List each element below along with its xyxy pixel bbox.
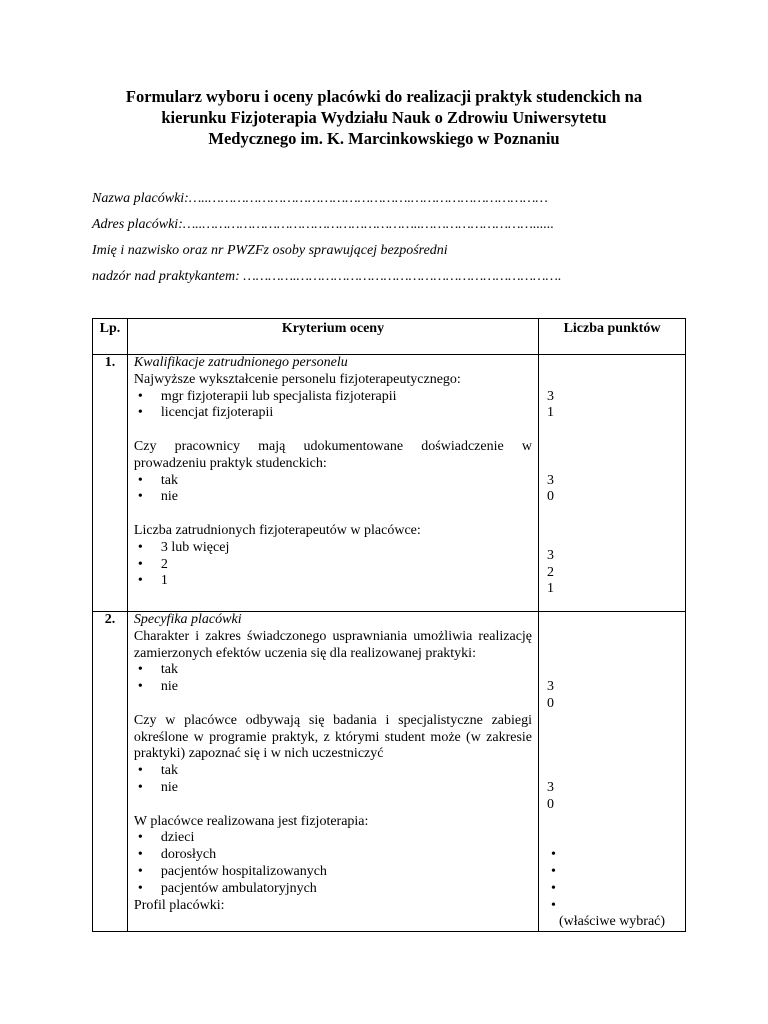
list-item: • 1 (134, 573, 532, 590)
points-value: 0 (547, 796, 555, 812)
criteria-table (92, 318, 686, 932)
points-value: 1 (547, 405, 555, 421)
option-list (134, 830, 532, 897)
form-title-line-1: Formularz wyboru i oceny placówki do realizacji praktyk studenckich na (125, 87, 643, 106)
criterion-cell (127, 612, 538, 932)
list-item: • dorosłych (134, 847, 532, 864)
list-item: • 3 lub więcej (134, 540, 532, 557)
criterion-cell (127, 355, 538, 612)
list-item: • tak (134, 763, 532, 780)
option-list (134, 540, 532, 590)
points-value: 1 (547, 581, 555, 597)
checkbox-bullet[interactable]: • (551, 897, 556, 913)
table-row (93, 612, 686, 932)
criterion-heading: Kwalifikacje zatrudnionego personelu (133, 355, 348, 370)
list-item: • nie (134, 489, 532, 506)
row-number: 1. (93, 355, 128, 612)
list-item: • tak (134, 473, 532, 490)
points-cell (539, 355, 686, 612)
form-title-line-3: Medycznego im. K. Marcinkowskiego w Poznaniu (208, 129, 560, 148)
points-value: 0 (547, 489, 555, 505)
facility-name-field[interactable]: Nazwa placówki:…..………………………………………….…………………………… (92, 191, 548, 206)
checkbox-bullet[interactable]: • (551, 880, 556, 896)
form-title-line-2: kierunku Fizjoterapia Wydziału Nauk o Zdrowiu Uniwersytetu (161, 108, 607, 127)
row-number: 2. (93, 612, 128, 932)
option-list (134, 763, 532, 797)
option-list (134, 389, 532, 423)
question-text: Czy w placówce odbywają się badania i specjalistyczne zabiegi określone w programie praktyk, z którymi student może (w zakresie praktyki) zapoznać się i w nich uczestniczyć (133, 712, 533, 762)
header-points: Liczba punktów (539, 319, 686, 355)
question-text: Najwyższe wykształcenie personelu fizjoterapeutycznego: (133, 371, 461, 387)
points-value: 3 (547, 779, 555, 795)
list-item: • pacjentów ambulatoryjnych (134, 881, 532, 898)
list-item: • 2 (134, 557, 532, 574)
supervisor-field[interactable]: nadzór nad praktykantem: ………….………………………………………………………. (92, 269, 562, 284)
option-list (134, 662, 532, 696)
header-lp: Lp. (93, 319, 128, 355)
question-text: W placówce realizowana jest fizjoterapia: (133, 813, 369, 829)
points-value: 0 (547, 695, 555, 711)
question-text: Czy pracownicy mają udokumentowane doświadczenie w prowadzeniu praktyk studenckich: (133, 438, 533, 471)
list-item: • mgr fizjoterapii lub specjalista fizjoterapii (134, 389, 532, 406)
facility-address-field[interactable]: Adres placówki:…..……………………………………………..………………………...... (92, 217, 554, 232)
profile-label: Profil placówki: (133, 897, 225, 913)
list-item: • dzieci (134, 830, 532, 847)
list-item: • nie (134, 679, 532, 696)
list-item: • pacjentów hospitalizowanych (134, 864, 532, 881)
question-text: Liczba zatrudnionych fizjoterapeutów w placówce: (133, 522, 421, 538)
option-list (134, 473, 532, 507)
points-cell (539, 612, 686, 932)
list-item: • tak (134, 662, 532, 679)
points-value: 3 (547, 679, 555, 695)
points-value: 2 (547, 564, 555, 580)
supervisor-label: Imię i nazwisko oraz nr PWZFz osoby sprawującej bezpośredni (92, 243, 448, 258)
points-value: 3 (547, 547, 555, 563)
question-text: Charakter i zakres świadczonego usprawniania umożliwia realizację zamierzonych efektów uczenia się dla realizowanej praktyki: (133, 628, 533, 661)
criterion-heading: Specyfika placówki (133, 612, 242, 627)
header-criterion: Kryterium oceny (127, 319, 538, 355)
points-value: 3 (547, 388, 555, 404)
form-title (95, 86, 673, 149)
list-item: • licencjat fizjoterapii (134, 405, 532, 422)
points-value: 3 (547, 472, 555, 488)
table-row (93, 355, 686, 612)
list-item: • nie (134, 780, 532, 797)
selection-note: (właściwe wybrać) (558, 914, 666, 930)
checkbox-bullet[interactable]: • (551, 863, 556, 879)
checkbox-bullet[interactable]: • (551, 847, 556, 863)
table-header-row (93, 319, 686, 355)
